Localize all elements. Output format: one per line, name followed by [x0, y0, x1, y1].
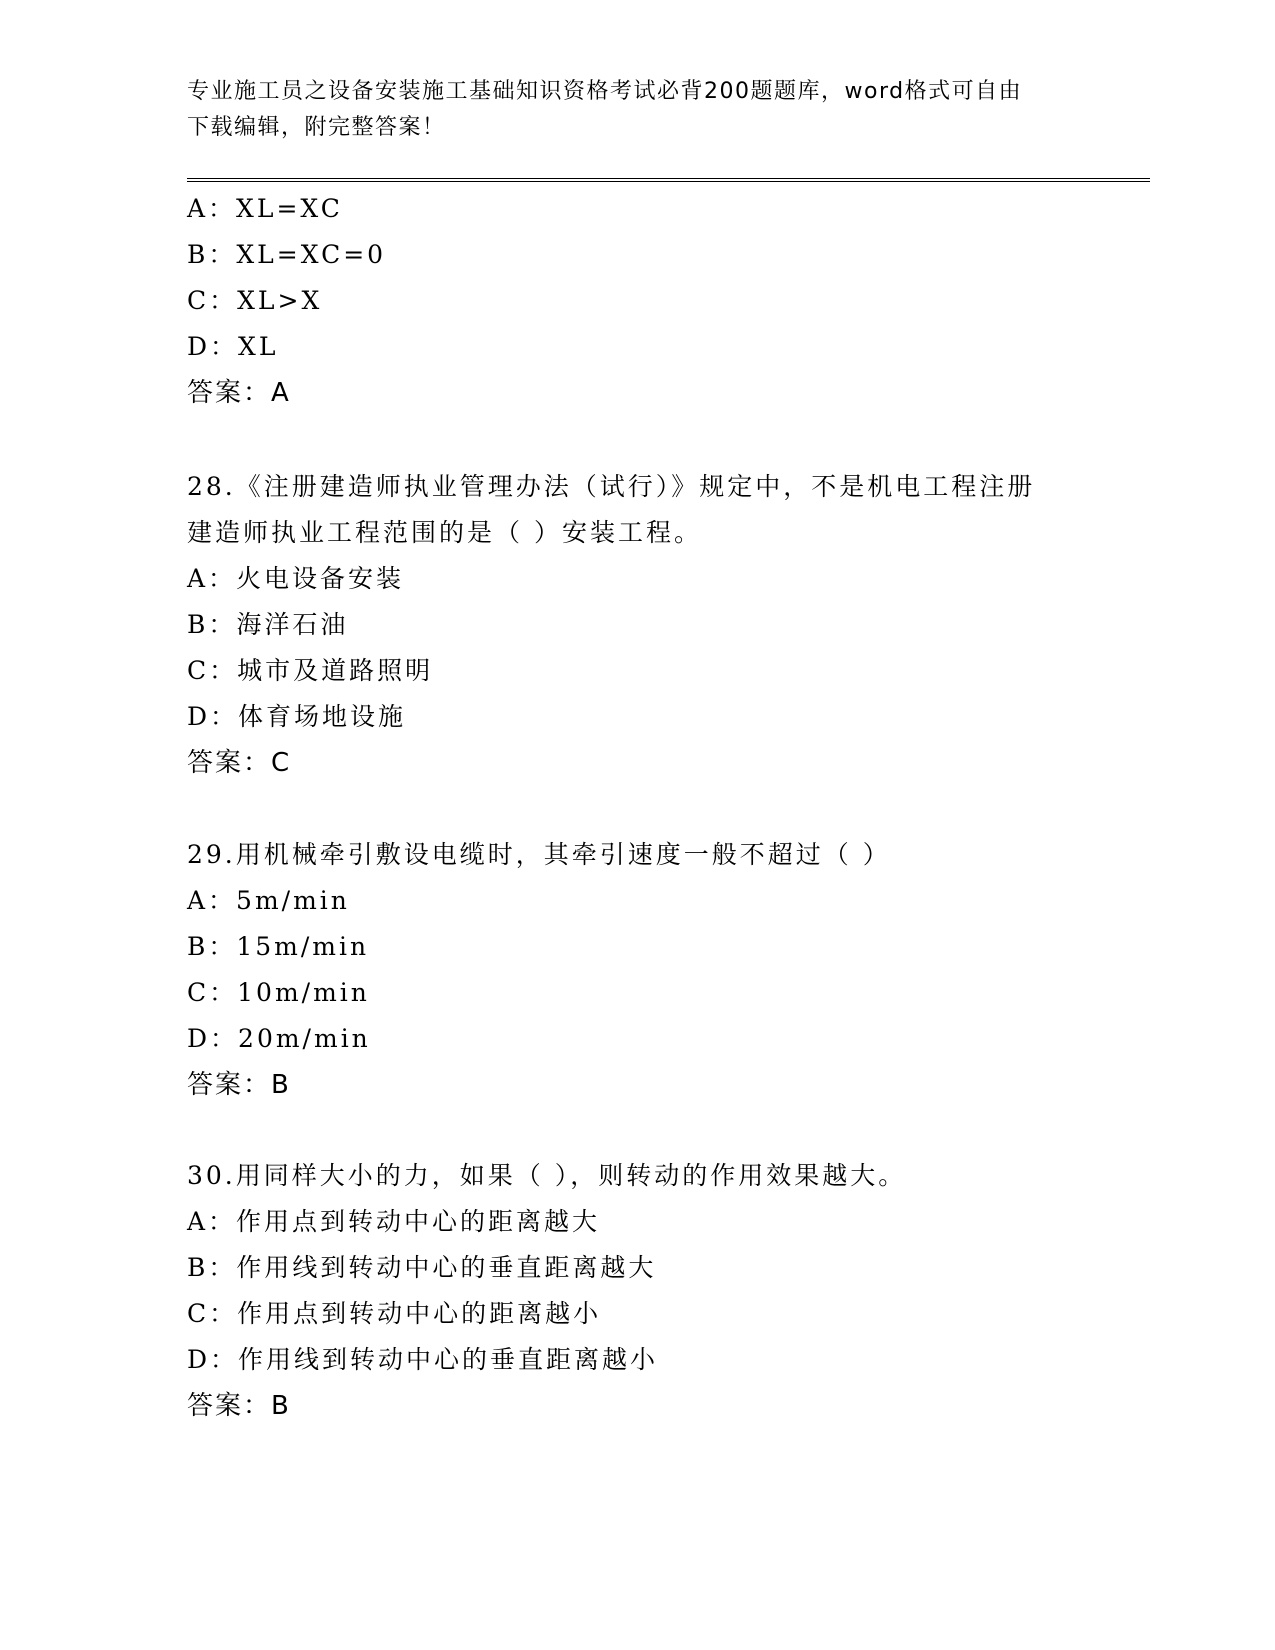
- option-c: C：XL>X: [187, 286, 323, 315]
- answer: 答案：B: [187, 1070, 291, 1100]
- question-stem-line: 建造师执业工程范围的是（ ）安装工程。: [187, 518, 702, 547]
- option-d: D：XL: [187, 332, 279, 361]
- question-stem-line: 29.用机械牵引敷设电缆时，其牵引速度一般不超过（ ）: [187, 840, 891, 869]
- option-c: C：作用点到转动中心的距离越小: [187, 1299, 602, 1328]
- answer: 答案：C: [187, 748, 292, 778]
- header-divider: [187, 178, 1150, 182]
- answer: 答案：B: [187, 1391, 291, 1421]
- option-a: A：XL=XC: [187, 194, 343, 223]
- option-d: D：体育场地设施: [187, 702, 407, 731]
- option-c: C：城市及道路照明: [187, 656, 434, 685]
- option-b: B：XL=XC=0: [187, 240, 387, 269]
- option-a: A：作用点到转动中心的距离越大: [187, 1207, 601, 1236]
- answer: 答案：A: [187, 378, 291, 408]
- question-stem-line: 28.《注册建造师执业管理办法（试行）》规定中，不是机电工程注册: [187, 472, 1036, 501]
- question-stem-line: 30.用同样大小的力，如果（ ），则转动的作用效果越大。: [187, 1161, 907, 1190]
- option-b: B：海洋石油: [187, 610, 349, 639]
- option-d: D：20m/min: [187, 1024, 371, 1053]
- header-line-1: 专业施工员之设备安装施工基础知识资格考试必背200题题库，word格式可自由: [187, 79, 1023, 104]
- option-b: B：15m/min: [187, 932, 370, 961]
- question-28: [187, 464, 1087, 786]
- option-a: A：火电设备安装: [187, 564, 405, 593]
- option-b: B：作用线到转动中心的垂直距离越大: [187, 1253, 657, 1282]
- option-d: D：作用线到转动中心的垂直距离越小: [187, 1345, 659, 1374]
- question-27-partial: [187, 186, 1087, 416]
- page-header: [187, 74, 1067, 146]
- option-a: A：5m/min: [187, 886, 350, 915]
- header-line-2: 下载编辑，附完整答案！: [187, 115, 446, 140]
- question-29: [187, 832, 1087, 1108]
- question-30: [187, 1153, 1087, 1429]
- option-c: C：10m/min: [187, 978, 370, 1007]
